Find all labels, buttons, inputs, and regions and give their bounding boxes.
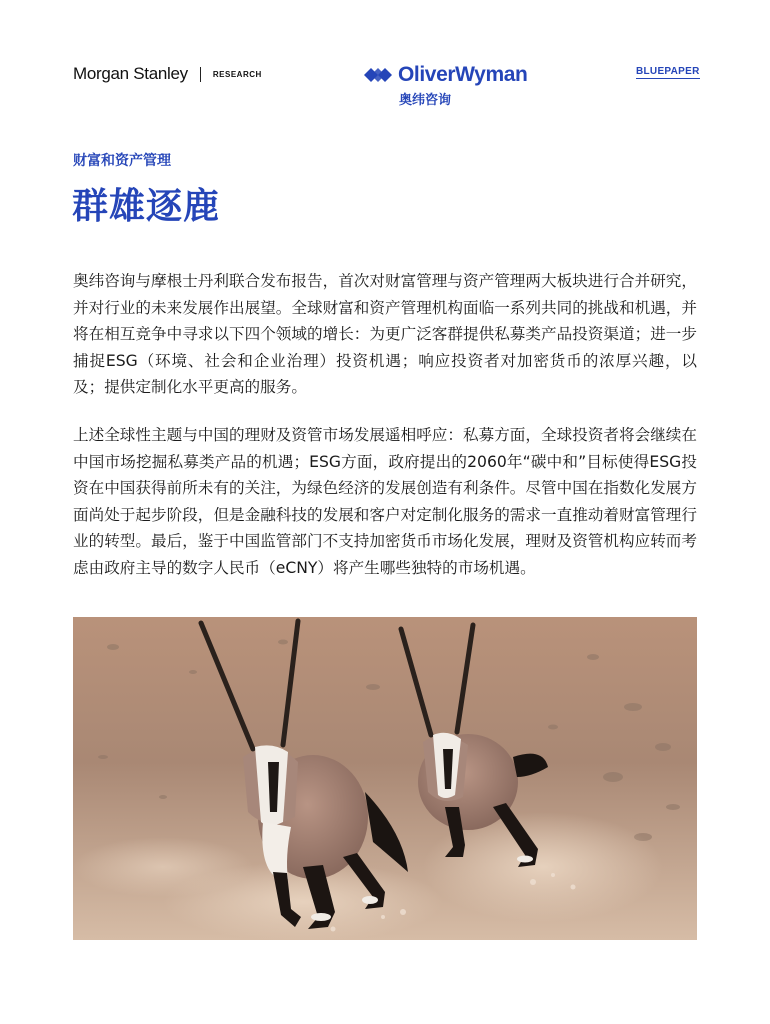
page-title: 群雄逐鹿 — [72, 186, 221, 227]
oliver-wyman-logo — [362, 62, 552, 108]
bluepaper-label: BLUEPAPER — [636, 66, 700, 77]
paragraph-china: 上述全球性主题与中国的理财及资管市场发展遥相呼应：私募方面，全球投资者将会继续在中国市场挖掘私募类产品的机遇；ESG方面，政府提出的2060年“碳中和”目标使得ESG投资在中国获得前所未有的关注，为绿色经济的发展创造有利条件。尽管中国在指数化发展方面尚处于起步阶段，但是金融科技的发展和客户对定制化服务的需求一直推动着财富管理行业的转型。最后，鉴于中国监管部门不支持加密货币市场化发展，理财及资管机构应转而考虑由政府主导的数字人民币（eCNY）将产生哪些独特的市场机遇。 — [73, 426, 697, 577]
oliver-wyman-name: OliverWyman — [398, 63, 528, 86]
section-category: 财富和资产管理 — [73, 153, 171, 169]
oliver-wyman-mark-icon — [362, 65, 394, 85]
oliver-wyman-chinese-name: 奥纬咨询 — [399, 93, 452, 108]
morgan-stanley-logo — [73, 62, 262, 86]
oryx-illustration — [73, 617, 697, 940]
logo-divider — [200, 67, 201, 82]
research-label: RESEARCH — [212, 69, 262, 79]
paragraph-intro: 奥纬咨询与摩根士丹利联合发布报告，首次对财富管理与资产管理两大板块进行合并研究，并对行业的未来发展作出展望。全球财富和资产管理机构面临一系列共同的挑战和机遇，并将在相互竞争中寻求以下四个领域的增长：为更广泛客群提供私募类产品投资渠道；进一步捕捉ESG（环境、社会和企业治理）投资机遇；响应投资者对加密货币的浓厚兴趣，以及；提供定制化水平更高的服务。 — [73, 272, 697, 396]
page-header — [0, 0, 770, 120]
oryx-photo — [73, 617, 697, 940]
morgan-stanley-name: Morgan Stanley — [73, 64, 188, 83]
